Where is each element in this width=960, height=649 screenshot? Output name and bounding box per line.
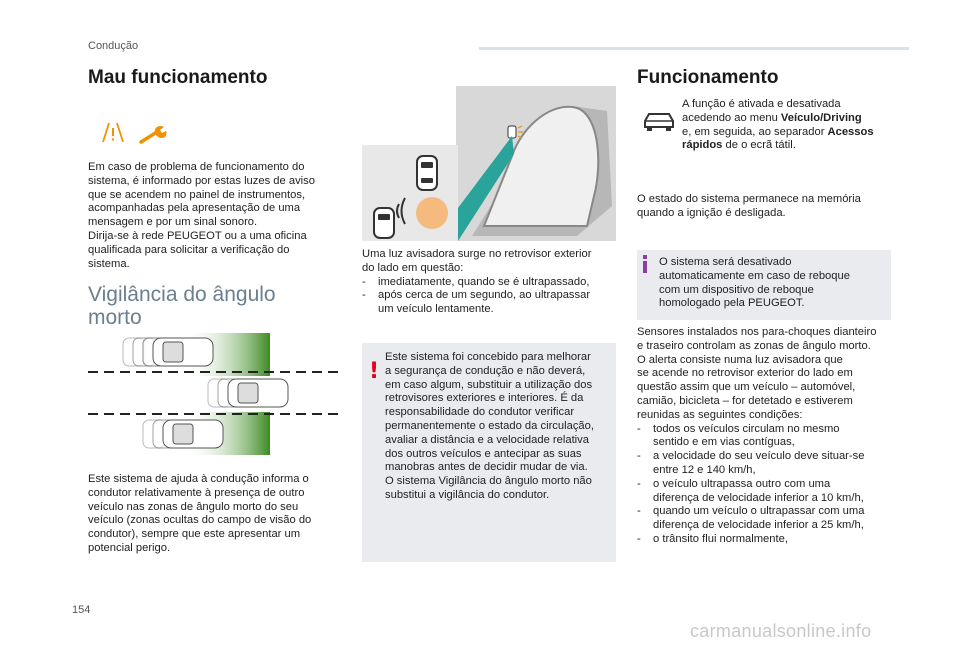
warning-text	[385, 351, 609, 503]
section-title-line: morto	[88, 306, 142, 329]
text-line: Este sistema foi concebido para melhorar	[385, 351, 591, 363]
text-line: veículo (zonas ocultas do campo de visão do	[88, 514, 312, 527]
text-line: se acende no retrovisor exterior do lado em	[637, 367, 853, 380]
condition-item: - o trânsito flui normalmente,	[637, 533, 895, 547]
text-line: camião, bicicleta – for detetado e estiverem	[637, 394, 853, 407]
system-intro-text	[88, 473, 333, 556]
malfunction-text	[88, 161, 333, 271]
watermark: carmanualsonline.info	[690, 621, 872, 641]
tab-name: Acessos	[827, 125, 874, 138]
text-line: O alerta consiste numa luz avisadora que	[637, 353, 843, 366]
detection-zone	[416, 197, 448, 229]
title-malfunction: Mau funcionamento	[88, 67, 268, 88]
text-line: permanentemente o estado da circulação,	[385, 419, 594, 432]
text-line: reunidas as seguintes condições:	[637, 408, 803, 421]
text-line: O sistema será desativado	[659, 256, 792, 268]
condition-continuation: entre 12 e 140 km/h,	[653, 463, 756, 476]
info-box	[637, 250, 891, 320]
blind-spot-road-illustration	[88, 330, 338, 462]
text-line: em caso algum, substituir a utilização dos	[385, 378, 593, 391]
text-line: questão assim que um veículo – automóvel,	[637, 381, 856, 394]
condition-item: - o veículo ultrapassa outro com uma	[637, 478, 895, 492]
light-description	[362, 248, 612, 317]
text-line: sistema, é informado por estas luzes de aviso	[88, 174, 315, 187]
text-line: homologado pela PEUGEOT.	[659, 297, 805, 310]
title-operation: Funcionamento	[637, 67, 779, 88]
text-line: qualificada para solicitar a verificação do	[88, 243, 290, 256]
wrench-icon	[141, 126, 166, 142]
text-line: substitui a vigilância do condutor.	[385, 488, 550, 501]
text-line: sistema.	[88, 257, 130, 270]
text-line: a segurança de condução e não deverá,	[385, 364, 586, 377]
text-line: A função é ativada e desativada	[682, 98, 841, 110]
condition-item: - todos os veículos circulam no mesmo	[637, 423, 895, 437]
text-line: retrovisores exteriores e interiores. É da	[385, 392, 584, 405]
text-line: avaliar a distância e a velocidade relativa	[385, 433, 589, 446]
text-line: O sistema Vigilância do ângulo morto não	[385, 475, 592, 488]
warning-box	[362, 343, 616, 562]
condition-item: - a velocidade do seu veículo deve situar-se	[637, 450, 895, 464]
text-line: condutor), sempre que este apresentar um	[88, 528, 301, 541]
text-run: acedendo ao menu	[682, 111, 781, 124]
vehicle-settings-icon	[642, 110, 676, 134]
text-line: do lado em questão:	[362, 261, 464, 274]
text-line: responsabilidade do condutor verificar	[385, 406, 575, 419]
mirror-illustration	[362, 86, 616, 241]
activation-text	[682, 98, 892, 153]
tab-name: rápidos	[682, 139, 723, 152]
own-vehicle	[208, 379, 288, 407]
text-line: potencial perigo.	[88, 541, 171, 554]
text-line: quando a ignição é desligada.	[637, 206, 786, 219]
memory-text	[637, 193, 892, 221]
list-item: - após cerca de um segundo, ao ultrapassar	[362, 289, 612, 303]
text-line: Este sistema de ajuda à condução informa o	[88, 473, 309, 485]
vehicle-passing	[123, 338, 213, 366]
header-rule	[479, 47, 909, 50]
condition-continuation: sentido e em vias contíguas,	[653, 436, 795, 449]
menu-name: Veículo/Driving	[780, 111, 862, 124]
blind-spot-warning-icon	[103, 123, 123, 142]
section-title-blind-spot	[88, 283, 318, 329]
condition-continuation: diferença de velocidade inferior a 10 km/h,	[653, 491, 864, 504]
warning-exclamation-icon: !	[369, 359, 380, 384]
text-line: Sensores instalados nos para-choques dianteiro	[637, 326, 877, 338]
text-line	[682, 126, 892, 140]
text-line: Dirija-se à rede PEUGEOT ou a uma oficina	[88, 229, 307, 242]
text-line: com um dispositivo de reboque	[659, 283, 814, 296]
text-line	[682, 139, 892, 153]
text-run: de o ecrã tátil.	[722, 139, 796, 152]
text-line: e traseiro controlam as zonas de ângulo morto.	[637, 339, 871, 352]
text-line: Uma luz avisadora surge no retrovisor exterior	[362, 248, 592, 260]
vehicle-behind	[143, 420, 223, 448]
text-line	[682, 112, 892, 126]
section-header: Condução	[88, 40, 139, 52]
text-line: acompanhadas pela apresentação de uma	[88, 202, 301, 215]
text-line: Em caso de problema de funcionamento do	[88, 161, 305, 173]
text-line: veículo nas zonas de ângulo morto do seu	[88, 500, 299, 513]
list-item-continuation: um veículo lentamente.	[378, 303, 494, 316]
condition-item: - quando um veículo o ultrapassar com uma	[637, 505, 895, 519]
warning-icons	[95, 120, 185, 150]
text-run: e, em seguida, ao separador	[682, 125, 828, 138]
text-line: O estado do sistema permanece na memória	[637, 193, 861, 205]
list-item: - imediatamente, quando se é ultrapassado,	[362, 276, 612, 290]
text-line: que se acendem no painel de instrumentos,	[88, 188, 306, 201]
text-line: dos outros veículos e antecipar as suas	[385, 447, 582, 460]
sensors-text	[637, 326, 895, 547]
text-line: mensagem e por um sinal sonoro.	[88, 216, 258, 229]
text-line: condutor relativamente à presença de outro	[88, 486, 305, 499]
page-number: 154	[72, 604, 91, 616]
info-text	[659, 256, 884, 311]
text-line: automaticamente em caso de reboque	[659, 269, 850, 282]
section-title-line: Vigilância do ângulo	[88, 283, 276, 306]
condition-continuation: diferença de velocidade inferior a 25 km/h,	[653, 519, 864, 532]
info-icon	[642, 255, 648, 273]
text-line: manobras antes de decidir mudar de via.	[385, 461, 588, 474]
